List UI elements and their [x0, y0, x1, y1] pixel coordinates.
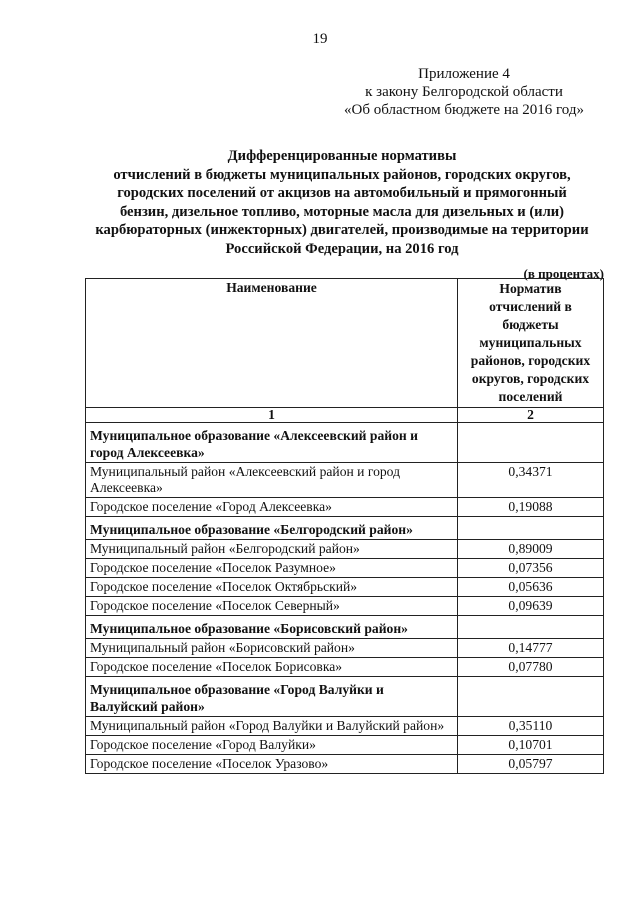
header-norm-line: отчислений в [489, 299, 572, 314]
row-name: Муниципальный район «Алексеевский район и город Алексеевка» [86, 463, 458, 498]
row-value: 0,09639 [458, 597, 604, 616]
row-name: Городское поселение «Поселок Северный» [86, 597, 458, 616]
row-name: Муниципальное образование «Город Валуйки и Валуйский район» [86, 677, 458, 717]
row-value: 0,07356 [458, 559, 604, 578]
appendix-line: к закону Белгородской области [365, 84, 563, 100]
row-value: 0,05636 [458, 578, 604, 597]
header-norm-line: поселений [498, 389, 563, 404]
municipality-row [86, 423, 604, 463]
title-line: Российской Федерации, на 2016 год [225, 240, 459, 257]
appendix-line: «Об областном бюджете на 2016 год» [344, 102, 584, 118]
title-line: городских поселений от акцизов на автомобильный и прямогонный [117, 185, 567, 201]
header-norm-line: районов, городских [470, 353, 591, 368]
document-title [82, 147, 602, 258]
title-line: бензин, дизельное топливо, моторные масла для дизельных и (или) [119, 203, 565, 220]
table-row [86, 540, 604, 559]
row-name: Муниципальное образование «Белгородский район» [86, 517, 458, 540]
norms-table [85, 278, 604, 774]
header-norm-line: бюджеты [502, 317, 559, 332]
table-row [86, 498, 604, 517]
row-name: Городское поселение «Поселок Уразово» [86, 755, 458, 774]
row-name: Муниципальное образование «Борисовский район» [86, 616, 458, 639]
column-number: 2 [458, 408, 604, 423]
table-row [86, 755, 604, 774]
row-name: Муниципальное образование «Алексеевский район и город Алексеевка» [86, 423, 458, 463]
header-norm-line: Норматив [499, 281, 562, 296]
units-label: (в процентах) [523, 266, 604, 281]
row-name: Городское поселение «Поселок Разумное» [86, 559, 458, 578]
municipality-row [86, 517, 604, 540]
column-number-row [86, 408, 604, 423]
header-norm-line: муниципальных [479, 335, 582, 350]
column-number: 1 [86, 408, 458, 423]
header-norm-line: округов, городских [471, 371, 590, 386]
row-value: 0,05797 [458, 755, 604, 774]
row-value: 0,10701 [458, 736, 604, 755]
row-value: 0,89009 [458, 540, 604, 559]
row-value: 0,14777 [458, 639, 604, 658]
table-row [86, 658, 604, 677]
row-value [458, 677, 604, 717]
row-value [458, 517, 604, 540]
row-name: Городское поселение «Город Алексеевка» [86, 498, 458, 517]
table-row [86, 578, 604, 597]
row-value: 0,35110 [458, 717, 604, 736]
title-line: отчислений в бюджеты муниципальных районов, городских округов, [113, 166, 571, 183]
row-value [458, 616, 604, 639]
page-number: 19 [312, 31, 328, 47]
row-value: 0,34371 [458, 463, 604, 498]
row-value [458, 423, 604, 463]
row-value: 0,19088 [458, 498, 604, 517]
header-name: Наименование [86, 279, 458, 408]
table-row [86, 639, 604, 658]
row-name: Муниципальный район «Борисовский район» [86, 639, 458, 658]
row-name: Городское поселение «Поселок Октябрьский» [86, 578, 458, 597]
row-value: 0,07780 [458, 658, 604, 677]
row-name: Муниципальный район «Город Валуйки и Валуйский район» [86, 717, 458, 736]
row-name: Городское поселение «Город Валуйки» [86, 736, 458, 755]
appendix-block [344, 65, 584, 119]
row-name: Муниципальный район «Белгородский район» [86, 540, 458, 559]
table-row [86, 597, 604, 616]
header-norm [458, 279, 604, 408]
municipality-row [86, 616, 604, 639]
table-row [86, 736, 604, 755]
table-row [86, 717, 604, 736]
table-row [86, 463, 604, 498]
table-header-row [86, 279, 604, 408]
title-line: Дифференцированные нормативы [227, 148, 457, 164]
municipality-row [86, 677, 604, 717]
row-name: Городское поселение «Поселок Борисовка» [86, 658, 458, 677]
title-line: карбюраторных (инжекторных) двигателей, производимые на территории [95, 222, 589, 238]
table-row [86, 559, 604, 578]
appendix-line: Приложение 4 [418, 66, 510, 82]
